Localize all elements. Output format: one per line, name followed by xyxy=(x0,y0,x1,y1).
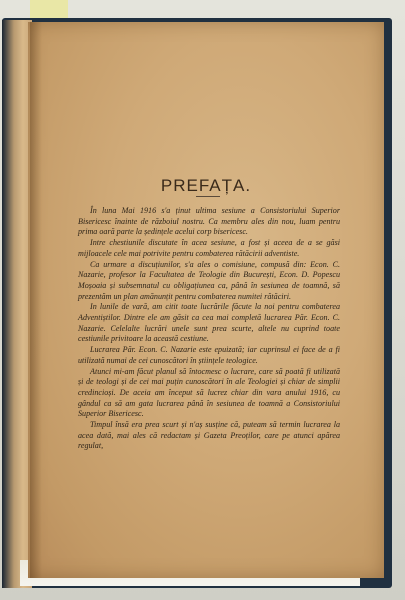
paragraph: Timpul însă era prea scurt și n'aș susține că, puteam să termin lucrarea la acea dată, mai ales că redactam și Gazeta Preoților, care pe atunci apărea regulat, xyxy=(78,420,340,451)
title-underline xyxy=(196,196,220,197)
page-title: PREFAȚA. xyxy=(160,176,252,195)
paragraph: Atunci mi-am făcut planul să întocmesc o lucrare, care să poată fi utilizată și de teologi și de cei mai puțin cunoscători în ale Teologiei și chiar de simplii credincioși. De aceia am început să lucrez chiar din vara anului 1916, cu gândul ca să am gata lucrarea până în sesiunea de toamnă a Consistoriului Superior Bisericesc. xyxy=(78,366,340,419)
paragraph: In lunile de vară, am citit toate lucrările făcute la noi pentru combaterea Adventiștilor. Dintre ele am găsit ca cea mai completă lucrarea Păr. Econ. C. Nazarie. Celelalte lucrări unele sunt prea scurte, altele nu cuprind toate cestiunile privitoare la această cestiune. xyxy=(78,302,340,344)
page-fold-shadow xyxy=(30,22,42,578)
paragraph: Intre chestiunile discutate în acea sesiune, a fost și aceea de a se găsi mijloacele cele mai potrivite pentru combaterea rătăcirii adventiste. xyxy=(78,238,340,258)
paragraph: Ca urmare a discuțiunilor, s'a ales o comisiune, compusă din: Econ. C. Nazarie, profesor la Facultatea de Teologie din București, Econ. D. Popescu Moșoaia și subsemnatul cu obligațiunea ca, până în sesiunea de toamnă, să prezentăm un plan amănunțit pentru combaterea numitei rătăciri. xyxy=(78,259,340,301)
preface-text xyxy=(78,206,340,452)
paragraph: Lucrarea Păr. Econ. C. Nazarie este epuizată; iar cuprinsul ei face de a fi utilizată numai de cei cunoscători în științele teologice. xyxy=(78,345,340,365)
paragraph: În luna Mai 1916 s'a ținut ultima sesiune a Consistoriului Superior Bisericesc înainte de războiul nostru. Ca membru ales din nou, luam pentru prima oară parte la ședințele acelui corp bisericesc. xyxy=(78,206,340,237)
yellow-bookmark-tab xyxy=(30,0,68,20)
